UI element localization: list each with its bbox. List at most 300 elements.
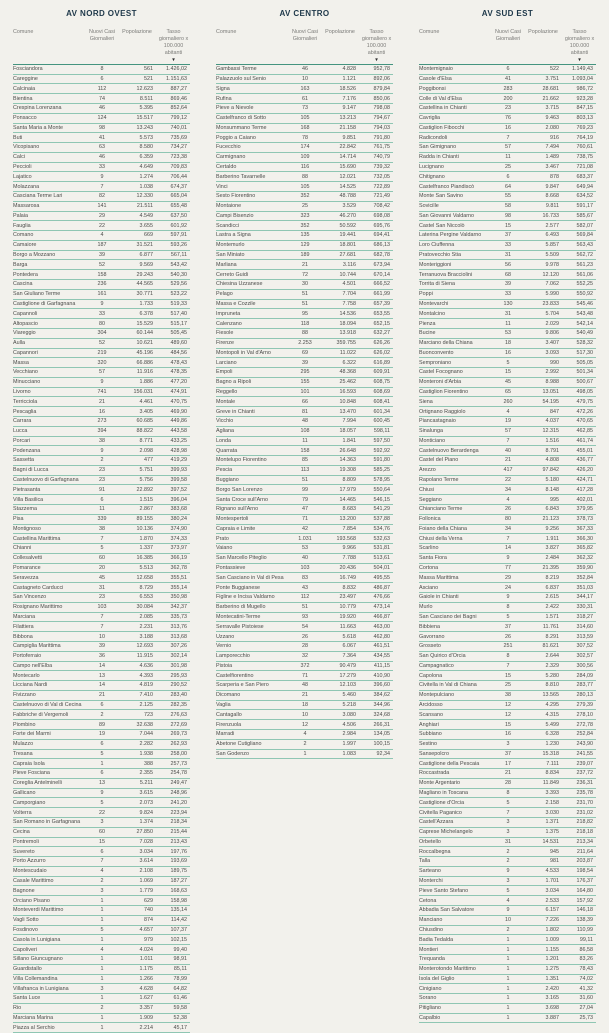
comune-cell: Licciana Nardi [13,682,48,689]
popolazione-cell: 3.188 [139,633,153,640]
comune-cell: Cetona [419,897,437,904]
tasso-cell: 378,73 [576,516,593,523]
tasso-cell: 290,52 [170,682,187,689]
tasso-cell: 266,31 [373,721,390,728]
nuovi-casi-cell: 2 [100,711,104,718]
tasso-cell: 519,33 [170,300,187,307]
table-row [419,466,596,476]
tasso-cell: 134,05 [373,731,390,738]
comune-cell: Marciano della Chiana [419,340,473,347]
nuovi-casi-cell: 1 [506,936,510,943]
nuovi-casi-cell: 109 [300,154,310,161]
popolazione-cell: 45.196 [136,349,153,356]
table-row [419,769,596,779]
popolazione-cell: 2.125 [139,701,153,708]
popolazione-cell: 1.275 [545,966,559,973]
table-row [419,212,596,222]
tasso-cell: 176,37 [576,878,593,885]
tasso-cell: 732,05 [373,173,390,180]
table-row [419,886,596,896]
table-row [216,388,393,398]
comune-cell: Casale Marittimo [13,878,54,885]
popolazione-cell: 979 [144,936,153,943]
comune-cell: Monte Argentario [419,780,461,787]
nuovi-casi-cell: 7 [100,858,104,865]
comune-cell: Montaione [216,203,242,210]
table-row [419,202,596,212]
tasso-cell: 283,40 [170,692,187,699]
nuovi-casi-cell: 6 [100,75,104,82]
tasso-cell: 567,11 [170,252,187,259]
table-row [419,896,596,906]
nuovi-casi-cell: 103 [97,604,107,611]
tasso-cell: 426,20 [576,467,593,474]
table-row [216,153,393,163]
nuovi-casi-cell: 4 [100,868,104,875]
tasso-cell: 722,89 [373,183,390,190]
nuovi-casi-cell: 2 [100,878,104,885]
tasso-cell: 698,08 [373,212,390,219]
column-header-comune[interactable]: Comune [216,29,237,35]
table-row [216,710,393,720]
popolazione-cell: 30.771 [136,291,153,298]
popolazione-cell: 359.755 [336,340,356,347]
popolazione-cell: 740 [144,907,153,914]
popolazione-cell: 54.195 [542,398,559,405]
popolazione-cell: 522 [550,66,559,73]
sort-descending-icon[interactable]: ▼ [577,57,582,63]
comune-cell: Castiglione della Pescaia [419,760,480,767]
popolazione-cell: 1.374 [139,819,153,826]
tasso-cell: 45,17 [173,1024,187,1031]
tasso-cell: 545,46 [576,300,593,307]
table-row [419,877,596,887]
nuovi-casi-cell: 9 [506,594,510,601]
comune-cell: Massa Marittima [419,574,459,581]
popolazione-cell: 7.028 [139,838,153,845]
nuovi-casi-cell: 11 [505,320,511,327]
table-row [13,417,190,427]
table-row [216,378,393,388]
nuovi-casi-cell: 7 [100,613,104,620]
tasso-cell: 158,98 [170,897,187,904]
popolazione-cell: 723 [144,711,153,718]
nuovi-casi-cell: 54 [302,623,308,630]
tasso-cell: 235,78 [576,790,593,797]
comune-cell: Sansepolcro [419,750,449,757]
comune-cell: Montale [216,398,236,405]
popolazione-cell: 3.614 [139,858,153,865]
column-header-tasso[interactable] [157,29,190,63]
popolazione-cell: 7.410 [139,692,153,699]
table-row [216,202,393,212]
table-row [13,1023,190,1033]
column-header-nuovi-casi[interactable]: Nuovi Casi Giornalieri [291,29,319,43]
table-row [419,192,596,202]
comune-cell: Fucecchio [216,144,241,151]
popolazione-cell: 8.148 [545,486,559,493]
popolazione-cell: 7.226 [545,917,559,924]
nuovi-casi-cell: 7 [100,535,104,542]
tasso-cell: 342,37 [170,604,187,611]
tasso-cell: 189,75 [170,868,187,875]
popolazione-cell: 5.509 [545,252,559,259]
table-row [13,652,190,662]
nuovi-casi-cell: 51 [302,300,308,307]
comune-cell: Montevarchi [419,300,449,307]
popolazione-cell: 12.330 [136,193,153,200]
tasso-cell: 146,18 [576,907,593,914]
popolazione-cell: 8.988 [545,379,559,386]
popolazione-cell: 28.681 [542,85,559,92]
comune-cell: San Giuliano Terme [13,291,61,298]
popolazione-cell: 3.751 [545,75,559,82]
tasso-cell: 513,61 [373,555,390,562]
comune-cell: San Vincenzo [13,594,47,601]
popolazione-cell: 1.351 [545,975,559,982]
comune-cell: Quarrata [216,447,238,454]
nuovi-casi-cell: 9 [100,379,104,386]
tasso-cell: 374,33 [170,535,187,542]
popolazione-cell: 12.623 [136,85,153,92]
nuovi-casi-cell: 6 [506,66,510,73]
column-header-tasso[interactable] [563,29,596,63]
comune-cell: Molazzana [13,183,40,190]
comune-cell: Firenzuola [216,721,242,728]
comune-cell: Murlo [419,604,433,611]
tasso-cell: 102,15 [170,936,187,943]
popolazione-cell: 9.966 [342,545,356,552]
table-row [13,769,190,779]
table-row [13,505,190,515]
table-row [419,945,596,955]
popolazione-cell: 13.213 [339,115,356,122]
nuovi-casi-cell: 394 [97,428,107,435]
popolazione-cell: 4.393 [139,672,153,679]
nuovi-casi-cell: 39 [99,252,105,259]
table-row [216,300,393,310]
popolazione-cell: 6.328 [545,731,559,738]
nuovi-casi-cell: 352 [300,193,310,200]
comune-cell: Pietrasanta [13,486,41,493]
tasso-cell: 923,28 [576,95,593,102]
table-row [216,691,393,701]
popolazione-cell: 10.621 [136,340,153,347]
tasso-cell: 114,42 [170,917,187,924]
tasso-cell: 362,32 [576,555,593,562]
nuovi-casi-cell: 81 [302,408,308,415]
nuovi-casi-cell: 29 [505,574,511,581]
comune-cell: Pieve a Nievole [216,105,254,112]
tasso-cell: 302,57 [576,653,593,660]
comune-cell: Filattiera [13,623,34,630]
comune-cell: Castel del Piano [419,457,459,464]
popolazione-cell: 5.704 [545,310,559,317]
tasso-cell: 300,56 [576,662,593,669]
column-header-popolazione[interactable]: Popolazione [122,29,152,35]
comune-cell: Santa Maria a Monte [13,124,64,131]
tasso-cell: 626,26 [373,340,390,347]
comune-cell: Buonconvento [419,349,454,356]
nuovi-casi-cell: 45 [505,379,511,386]
nuovi-casi-cell: 25 [505,164,511,171]
nuovi-casi-cell: 4 [303,731,307,738]
comune-cell: Pontassieve [216,565,246,572]
nuovi-casi-cell: 3 [506,741,510,748]
nuovi-casi-cell: 5 [506,613,510,620]
tasso-cell: 399,93 [170,467,187,474]
table-row [216,290,393,300]
table-row [216,65,393,75]
table-row [13,163,190,173]
nuovi-casi-cell: 33 [505,242,511,249]
table-row [13,642,190,652]
popolazione-cell: 847 [550,408,559,415]
table-header [419,29,596,65]
table-body [13,65,190,1033]
tasso-cell: 99,40 [173,946,187,953]
comune-cell: Cascina [13,281,33,288]
comune-cell: Castelnuovo Berardenga [419,447,479,454]
nuovi-casi-cell: 85 [302,457,308,464]
nuovi-casi-cell: 163 [300,85,310,92]
comune-cell: Crespina Lorenzana [13,105,62,112]
popolazione-cell: 878 [550,173,559,180]
nuovi-casi-cell: 155 [300,379,310,386]
table-row [216,349,393,359]
table-row [419,642,596,652]
tasso-cell: 203,87 [576,858,593,865]
tasso-cell: 433,25 [170,437,187,444]
comune-cell: Palazzuolo sul Senio [216,75,267,82]
table-row [216,701,393,711]
popolazione-cell: 8.668 [545,193,559,200]
popolazione-cell: 25.462 [339,379,356,386]
table-row [419,681,596,691]
tasso-cell: 591,17 [576,203,593,210]
comune-cell: Montignoso [13,525,41,532]
comune-cell: Montecarlo [13,672,40,679]
popolazione-cell: 4.819 [139,682,153,689]
tasso-cell: 307,26 [170,643,187,650]
nuovi-casi-cell: 22 [99,222,105,229]
popolazione-cell: 1.733 [139,300,153,307]
column-header-nuovi-casi[interactable]: Nuovi Casi Giornalieri [494,29,522,43]
table-row [216,564,393,574]
popolazione-cell: 7.044 [139,731,153,738]
popolazione-cell: 66.886 [136,359,153,366]
popolazione-cell: 9.824 [139,809,153,816]
nuovi-casi-cell: 51 [302,477,308,484]
tasso-cell: 449,86 [170,418,187,425]
popolazione-cell: 1.779 [139,887,153,894]
tasso-cell: 798,08 [373,105,390,112]
popolazione-cell: 4.628 [139,985,153,992]
nuovi-casi-cell: 130 [503,300,513,307]
popolazione-cell: 8.809 [342,477,356,484]
popolazione-cell: 3.655 [139,222,153,229]
comune-cell: Scandicci [216,222,240,229]
table-row [419,114,596,124]
comune-cell: Fosciandora [13,66,43,73]
table-row [13,153,190,163]
popolazione-cell: 48.368 [339,369,356,376]
popolazione-cell: 4.828 [342,66,356,73]
popolazione-cell: 16.733 [542,212,559,219]
popolazione-cell: 8.291 [545,633,559,640]
tasso-cell: 231,02 [576,809,593,816]
nuovi-casi-cell: 11 [302,437,308,444]
table-row [216,613,393,623]
comune-cell: Calcinaia [13,85,36,92]
comune-cell: Montecatini-Terme [216,613,261,620]
nuovi-casi-cell: 10 [505,917,511,924]
nuovi-casi-cell: 112 [300,594,310,601]
column-header-comune[interactable]: Comune [13,29,34,35]
table-row [216,329,393,339]
table-row [419,437,596,447]
comune-cell: Collesalvetti [13,555,43,562]
tasso-cell: 135,14 [170,907,187,914]
table-row [419,427,596,437]
popolazione-cell: 5.618 [342,633,356,640]
comune-cell: Civitella Paganico [419,809,462,816]
comune-cell: Campo nell'Elba [13,662,53,669]
comune-cell: Cerreto Guidi [216,271,249,278]
column-header-popolazione[interactable]: Popolazione [325,29,355,35]
nuovi-casi-cell: 34 [505,486,511,493]
nuovi-casi-cell: 2 [303,741,307,748]
popolazione-cell: 12.658 [136,574,153,581]
table-header [216,29,393,65]
popolazione-cell: 13.565 [542,692,559,699]
popolazione-cell: 12.021 [339,173,356,180]
nuovi-casi-cell: 19 [99,731,105,738]
column-header-tasso[interactable] [360,29,393,63]
popolazione-cell: 5.990 [545,291,559,298]
nuovi-casi-cell: 2 [100,1005,104,1012]
nuovi-casi-cell: 9 [100,300,104,307]
comune-cell: Pitigliano [419,1005,441,1012]
table-row [13,857,190,867]
table-row [216,221,393,231]
popolazione-cell: 1.038 [139,183,153,190]
comune-cell: Monterchi [419,878,443,885]
comune-cell: Sesto Fiorentino [216,193,256,200]
tasso-cell: 25,73 [579,1014,593,1021]
comune-cell: Sovicille [419,203,439,210]
sort-descending-icon[interactable]: ▼ [374,57,379,63]
popolazione-cell: 5.751 [139,467,153,474]
popolazione-cell: 5.218 [342,701,356,708]
comune-cell: Semproniano [419,359,452,366]
column-header-comune[interactable]: Comune [419,29,440,35]
popolazione-cell: 15.318 [542,750,559,757]
nuovi-casi-cell: 1 [303,750,307,757]
nuovi-casi-cell: 1 [100,956,104,963]
comune-cell: Villa Basilica [13,496,44,503]
popolazione-cell: 2.329 [545,662,559,669]
table-row [419,485,596,495]
nuovi-casi-cell: 64 [505,183,511,190]
nuovi-casi-cell: 57 [505,428,511,435]
nuovi-casi-cell: 5 [100,926,104,933]
nuovi-casi-cell: 53 [505,330,511,337]
tasso-cell: 307,52 [576,643,593,650]
tasso-cell: 424,71 [576,477,593,484]
tasso-cell: 355,51 [170,574,187,581]
column-header-nuovi-casi[interactable]: Nuovi Casi Giornalieri [88,29,116,43]
comune-cell: Santa Fiora [419,555,447,562]
comune-cell: Signa [216,85,230,92]
popolazione-cell: 1.802 [545,926,559,933]
nuovi-casi-cell: 158 [300,447,310,454]
table-row [13,838,190,848]
tasso-cell: 706,44 [170,173,187,180]
tasso-cell: 543,42 [170,261,187,268]
table-row [216,114,393,124]
tasso-cell: 254,78 [170,770,187,777]
tasso-cell: 443,58 [170,428,187,435]
table-row [13,192,190,202]
column-header-popolazione[interactable]: Popolazione [528,29,558,35]
comune-cell: Chianni [13,545,32,552]
tasso-cell: 546,15 [373,496,390,503]
nuovi-casi-cell: 1 [100,897,104,904]
tasso-cell: 601,92 [170,222,187,229]
tasso-cell: 249,47 [170,780,187,787]
popolazione-cell: 13.243 [136,124,153,131]
nuovi-casi-cell: 21 [505,770,511,777]
nuovi-casi-cell: 99 [302,486,308,493]
table-row [13,397,190,407]
tasso-cell: 355,14 [170,584,187,591]
table-row [13,368,190,378]
tasso-cell: 257,73 [170,760,187,767]
sort-descending-icon[interactable]: ▼ [171,57,176,63]
nuovi-casi-cell: 1 [506,946,510,953]
comune-cell: Podenzana [13,447,41,454]
table-row [419,525,596,535]
nuovi-casi-cell: 80 [99,320,105,327]
table-row [419,1014,596,1024]
table-row [13,984,190,994]
table-row [216,642,393,652]
tasso-cell: 517,40 [170,310,187,317]
table-row [13,534,190,544]
tasso-cell: 562,72 [576,252,593,259]
popolazione-cell: 1.155 [545,946,559,953]
tasso-cell: 666,52 [373,281,390,288]
comune-cell: San Giovanni Valdarno [419,212,475,219]
table-row [419,534,596,544]
comune-cell: Ponte Buggianese [216,584,261,591]
popolazione-cell: 1.627 [139,995,153,1002]
popolazione-cell: 15.517 [136,115,153,122]
comune-cell: Terricciola [13,398,38,405]
comune-cell: Rio [13,1005,22,1012]
nuovi-casi-cell: 23 [99,477,105,484]
nuovi-casi-cell: 79 [302,496,308,503]
nuovi-casi-cell: 31 [505,310,511,317]
nuovi-casi-cell: 30 [302,281,308,288]
tasso-cell: 213,43 [170,838,187,845]
nuovi-casi-cell: 39 [505,281,511,288]
comune-cell: Castelfiorentino [216,672,254,679]
nuovi-casi-cell: 9 [100,447,104,454]
nuovi-casi-cell: 283 [503,85,513,92]
popolazione-cell: 10.136 [136,525,153,532]
